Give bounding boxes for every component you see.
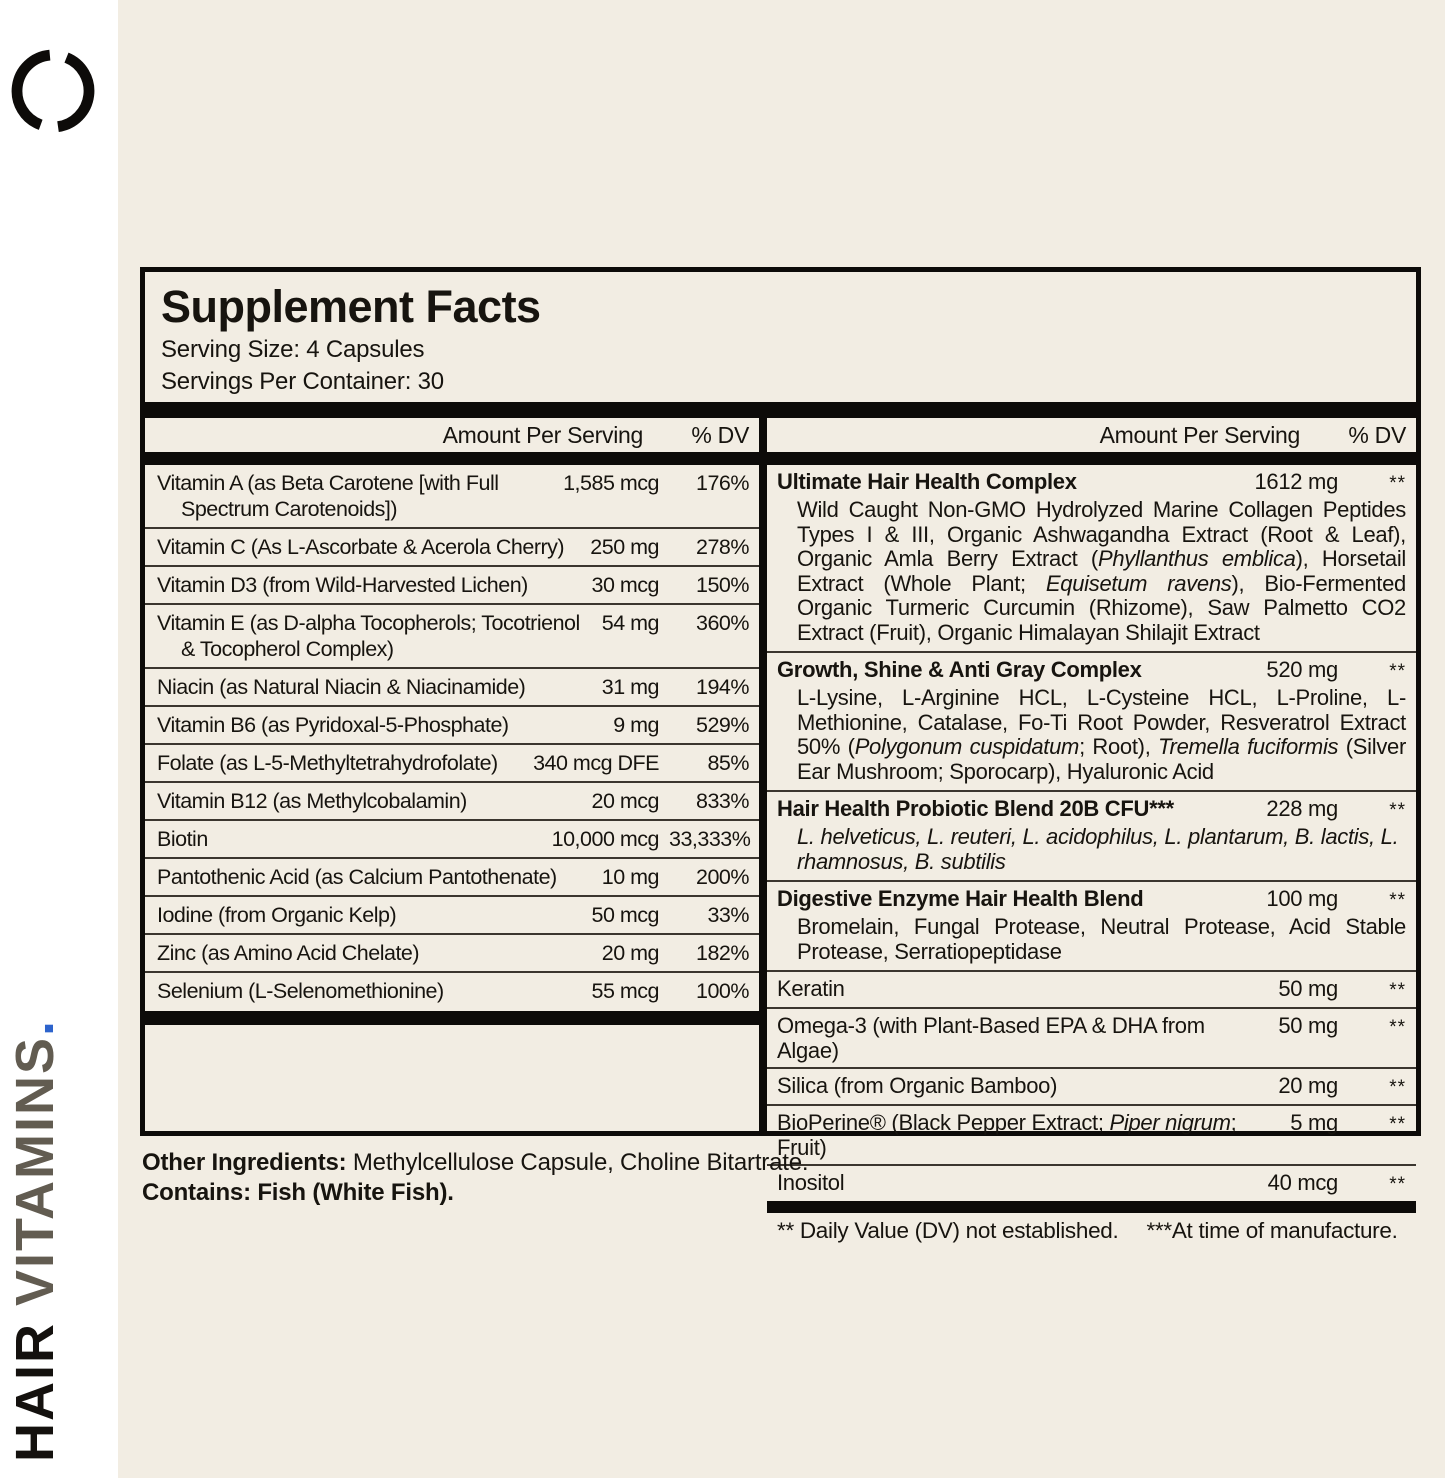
dv-not-established-note: ** Daily Value (DV) not established.: [777, 1218, 1119, 1243]
nutrient-name: Keratin: [777, 976, 845, 1001]
nutrient-name: Omega-3 (with Plant-Based EPA & DHA from Algae): [777, 1013, 1205, 1063]
nutrient-dv: 33,333%: [669, 827, 751, 851]
nutrient-name: Inositol: [777, 1170, 845, 1195]
amount-per-serving-header: Amount Per Serving: [1099, 421, 1300, 448]
nutrient-amount: 10,000 mcg: [551, 827, 659, 851]
other-ingredients-block: [142, 1148, 1417, 1208]
brand-word-vitamins: VITAMINS: [5, 1036, 65, 1306]
nutrient-amount: 40 mcg: [1267, 1170, 1338, 1195]
section-amount: 100 mg: [1266, 886, 1338, 911]
nutrient-row-vitamin-d3: [145, 565, 759, 603]
nutrient-amount: 54 mg: [601, 611, 659, 635]
section-ingredients: Bromelain, Fungal Protease, Neutral Protease, Acid Stable Protease, Serratiopeptidase: [797, 914, 1406, 964]
section-dv: **: [1389, 661, 1406, 682]
section-ingredients: L-Lysine, L-Arginine HCL, L-Cysteine HCL, L-Proline, L-Methionine, Catalase, Fo-Ti Root Powder, Resveratrol Extract 50% (Polygonum cuspidatum; Root), Tremella fuciformis (Silver Ear Mushroom; Sporocarp), Hyaluronic Acid: [797, 685, 1406, 784]
left-column-spacer: [145, 1025, 759, 1131]
nutrient-name: Vitamin C (As L-Ascorbate & Acerola Cherry): [157, 535, 565, 559]
time-of-manufacture-note: ***At time of manufacture.: [1146, 1218, 1398, 1243]
nutrient-amount: 20 mg: [1278, 1073, 1338, 1098]
nutrient-row-biotin: [145, 819, 759, 857]
nutrient-dv: 200%: [696, 865, 749, 889]
brand-vertical-label: [5, 1018, 65, 1462]
nutrient-name: Biotin: [157, 827, 208, 851]
panel-header-block: [145, 272, 1416, 402]
left-bottom-thick-bar: [145, 1011, 759, 1025]
brand-word-hair: HAIR: [5, 1322, 65, 1462]
panel-title: Supplement Facts: [161, 281, 541, 332]
nutrient-row-vitamin-b12: [145, 781, 759, 819]
nutrient-row-selenium: [145, 971, 759, 1009]
nutrient-row-niacin: [145, 667, 759, 705]
nutrient-dv: 182%: [696, 941, 749, 965]
nutrient-row-omega-3: [767, 1007, 1416, 1067]
servings-per-container: Servings Per Container: 30: [161, 368, 444, 395]
nutrient-amount: 20 mcg: [591, 789, 659, 813]
percent-dv-header: % DV: [1348, 421, 1406, 448]
nutrient-name: Vitamin D3 (from Wild-Harvested Lichen): [157, 573, 528, 597]
amount-per-serving-header: Amount Per Serving: [442, 421, 643, 448]
column-divider: [759, 418, 767, 1131]
nutrient-dv: **: [1389, 1114, 1406, 1135]
nutrient-amount: 9 mg: [613, 713, 659, 737]
nutrient-amount: 55 mcg: [591, 979, 659, 1003]
nutrient-amount: 50 mg: [1278, 1013, 1338, 1038]
nutrient-row-vitamin-a: [145, 465, 759, 527]
section-dv: **: [1389, 890, 1406, 911]
nutrient-row-keratin: [767, 970, 1416, 1007]
nutrient-dv: 360%: [696, 611, 749, 635]
section-header: [777, 886, 1406, 913]
right-column: [767, 418, 1416, 1243]
nutrient-row-silica: [767, 1067, 1416, 1104]
section-amount: 1612 mg: [1254, 469, 1338, 494]
nutrient-dv: 33%: [707, 903, 749, 927]
nutrient-dv: **: [1389, 980, 1406, 1001]
section-ultimate-hair-health-complex: [767, 465, 1416, 651]
section-header: [777, 657, 1406, 684]
section-name: Hair Health Probiotic Blend 20B CFU***: [777, 796, 1174, 821]
nutrient-amount: 50 mg: [1278, 976, 1338, 1001]
nutrient-name: Zinc (as Amino Acid Chelate): [157, 941, 420, 965]
section-name: Ultimate Hair Health Complex: [777, 469, 1077, 494]
nutrient-dv: **: [1389, 1174, 1406, 1195]
section-header: [777, 796, 1406, 823]
nutrient-row-vitamin-e: [145, 603, 759, 667]
section-ingredients: L. helveticus, L. reuteri, L. acidophilus, L. plantarum, B. lactis, L. rhamnosus, B. subtilis: [797, 824, 1399, 874]
nutrient-dv: 194%: [696, 675, 749, 699]
section-growth-shine-anti-gray: [767, 651, 1416, 790]
nutrient-amount: 50 mcg: [591, 903, 659, 927]
nutrient-name: Selenium (L-Selenomethionine): [157, 979, 444, 1003]
nutrient-name: Silica (from Organic Bamboo): [777, 1073, 1058, 1098]
brand-dot: .: [5, 1018, 65, 1036]
section-digestive-enzyme-blend: [767, 880, 1416, 970]
nutrient-dv: 176%: [696, 471, 749, 495]
nutrient-amount: 31 mg: [601, 675, 659, 699]
nutrient-name: Folate (as L-5-Methyltetrahydrofolate): [157, 751, 498, 775]
section-header: [777, 469, 1406, 496]
left-column-header: [145, 418, 759, 452]
nutrient-dv: 100%: [696, 979, 749, 1003]
nutrient-amount: 1,585 mcg: [563, 471, 659, 495]
mid-thick-bar-right: [767, 452, 1416, 465]
nutrient-name: BioPerine® (Black Pepper Extract; Piper nigrum; Fruit): [777, 1110, 1237, 1160]
nutrient-amount: 10 mg: [601, 865, 659, 889]
nutrient-amount: 340 mcg DFE: [533, 751, 659, 775]
nutrient-row-vitamin-b6: [145, 705, 759, 743]
serving-size: Serving Size: 4 Capsules: [161, 336, 425, 363]
section-name: Digestive Enzyme Hair Health Blend: [777, 886, 1144, 911]
nutrient-name: Pantothenic Acid (as Calcium Pantothenate): [157, 865, 557, 889]
nutrient-dv: 833%: [696, 789, 749, 813]
nutrient-dv: **: [1389, 1017, 1406, 1038]
section-amount: 520 mg: [1266, 657, 1338, 682]
other-ingredients-label: Other Ingredients:: [142, 1149, 347, 1176]
section-name: Growth, Shine & Anti Gray Complex: [777, 657, 1142, 682]
section-ingredients: Wild Caught Non-GMO Hydrolyzed Marine Collagen Peptides Types I & III, Organic Ashwagandha Extract (Root & Leaf), Organic Amla Berry Extract (Phyllanthus emblica), Horsetail Extract (Whole Plant; Equisetum ravens), Bio-Fermented Organic Turmeric Curcumin (Rhizome), Saw Palmetto CO2 Extract (Fruit), Organic Himalayan Shilajit Extract: [797, 497, 1407, 645]
nutrient-amount: 20 mg: [601, 941, 659, 965]
contains-line: Contains: Fish (White Fish).: [142, 1179, 454, 1206]
nutrient-row-iodine: [145, 895, 759, 933]
broken-circle-logo-icon: [8, 46, 98, 136]
other-ingredients-text: Methylcellulose Capsule, Choline Bitartrate.: [346, 1149, 809, 1176]
nutrient-amount: 5 mg: [1290, 1110, 1338, 1135]
nutrient-name: Vitamin E (as D-alpha Tocopherols; Tocotrienol & Tocopherol Complex): [157, 611, 580, 661]
footnote-row: [767, 1213, 1416, 1250]
nutrient-dv: **: [1389, 1077, 1406, 1098]
section-hair-health-probiotic-blend: [767, 790, 1416, 880]
section-amount: 228 mg: [1266, 796, 1338, 821]
mid-thick-bar-left: [145, 452, 759, 465]
nutrient-row-vitamin-c: [145, 527, 759, 565]
nutrient-name: Iodine (from Organic Kelp): [157, 903, 397, 927]
nutrient-name: Vitamin B6 (as Pyridoxal-5-Phosphate): [157, 713, 509, 737]
nutrient-dv: 529%: [696, 713, 749, 737]
nutrient-amount: 250 mg: [590, 535, 659, 559]
top-thick-bar: [145, 402, 1416, 418]
nutrient-row-zinc: [145, 933, 759, 971]
nutrient-dv: 85%: [707, 751, 749, 775]
nutrient-row-pantothenic-acid: [145, 857, 759, 895]
right-column-header: [767, 418, 1416, 452]
section-dv: **: [1389, 800, 1406, 821]
nutrient-name: Vitamin A (as Beta Carotene [with Full Spectrum Carotenoids]): [157, 471, 499, 521]
nutrient-dv: 150%: [696, 573, 749, 597]
percent-dv-header: % DV: [691, 421, 749, 448]
left-column: [145, 418, 759, 1131]
nutrient-name: Niacin (as Natural Niacin & Niacinamide): [157, 675, 526, 699]
nutrient-name: Vitamin B12 (as Methylcobalamin): [157, 789, 467, 813]
other-ingredients-line: [142, 1148, 1417, 1178]
nutrient-row-folate: [145, 743, 759, 781]
nutrient-amount: 30 mcg: [591, 573, 659, 597]
nutrient-dv: 278%: [696, 535, 749, 559]
section-dv: **: [1389, 473, 1406, 494]
